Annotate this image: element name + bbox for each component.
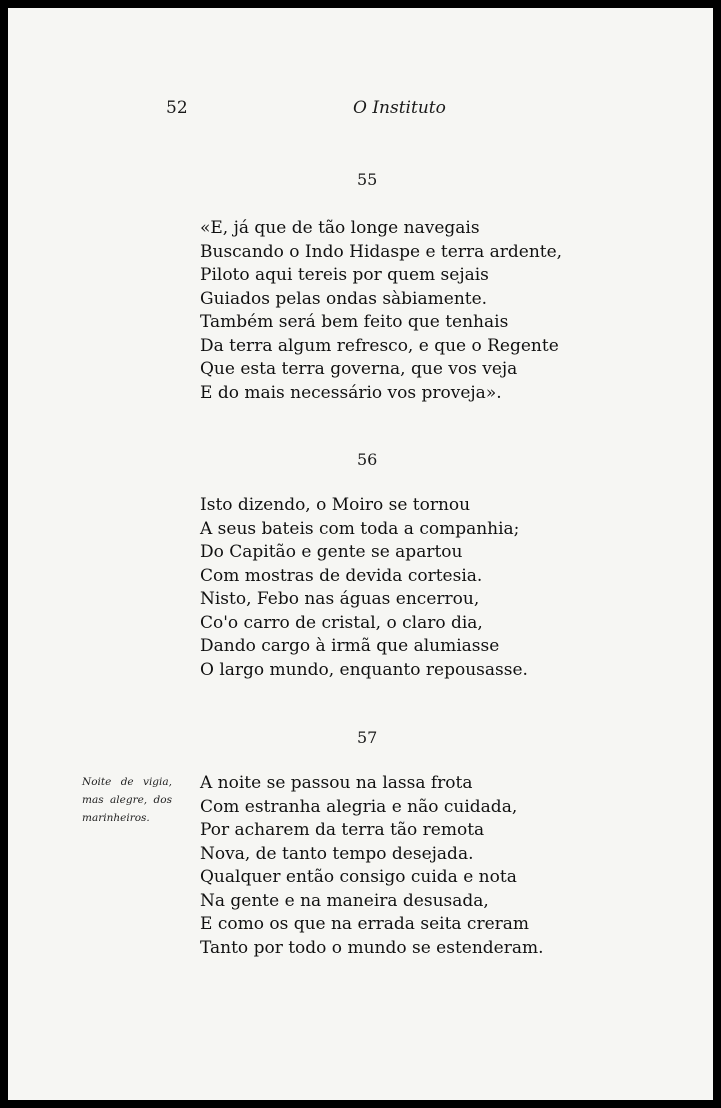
verse-line: Que esta terra governa, que vos veja xyxy=(200,359,518,379)
stanza-55 xyxy=(200,217,562,405)
verse-line: A noite se passou na lassa frota xyxy=(200,773,473,793)
page-number: 52 xyxy=(166,98,188,118)
verse-line: Co'o carro de cristal, o claro dia, xyxy=(200,612,483,633)
verse-line: Da terra algum refresco, e que o Regente xyxy=(200,335,559,356)
marginal-note: Noite de vigia, mas alegre, dos marinheiros. xyxy=(82,776,172,824)
verse-line: Também será bem feito que tenhais xyxy=(200,312,509,332)
verse-line: Nova, de tanto tempo desejada. xyxy=(200,843,474,864)
verse-line: Tanto por todo o mundo se estenderam. xyxy=(200,937,544,958)
verse-line: Na gente e na maneira desusada, xyxy=(200,890,489,911)
verse-line: A seus bateis com toda a companhia; xyxy=(200,518,520,539)
verse-line: Nisto, Febo nas águas encerrou, xyxy=(200,589,480,609)
verse-line: Qualquer então consigo cuida e nota xyxy=(200,867,517,887)
verse-line: «E, já que de tão longe navegais xyxy=(200,218,480,238)
verse-line: Buscando o Indo Hidaspe e terra ardente, xyxy=(200,241,563,262)
running-title: O Instituto xyxy=(353,98,446,118)
verse-line: Com estranha alegria e não cuidada, xyxy=(200,796,518,817)
book-page xyxy=(8,8,713,1100)
verse-line: Isto dizendo, o Moiro se tornou xyxy=(200,495,471,515)
stanza-number: 56 xyxy=(357,450,378,469)
verse-line: Do Capitão e gente se apartou xyxy=(200,542,463,562)
verse-line: E do mais necessário vos proveja». xyxy=(200,382,502,403)
verse-line: Guiados pelas ondas sàbiamente. xyxy=(200,288,488,309)
stanza-57 xyxy=(200,772,544,960)
verse-line: Por acharem da terra tão remota xyxy=(200,820,485,840)
verse-line: Dando cargo à irmã que alumiasse xyxy=(200,636,500,656)
stanza-56 xyxy=(200,494,528,682)
verse-line: O largo mundo, enquanto repousasse. xyxy=(200,659,528,680)
stanza-number: 55 xyxy=(357,170,378,189)
verse-line: E como os que na errada seita creram xyxy=(200,914,530,934)
verse-line: Piloto aqui tereis por quem sejais xyxy=(200,265,489,285)
verse-line: Com mostras de devida cortesia. xyxy=(200,565,483,586)
stanza-number: 57 xyxy=(357,728,378,747)
